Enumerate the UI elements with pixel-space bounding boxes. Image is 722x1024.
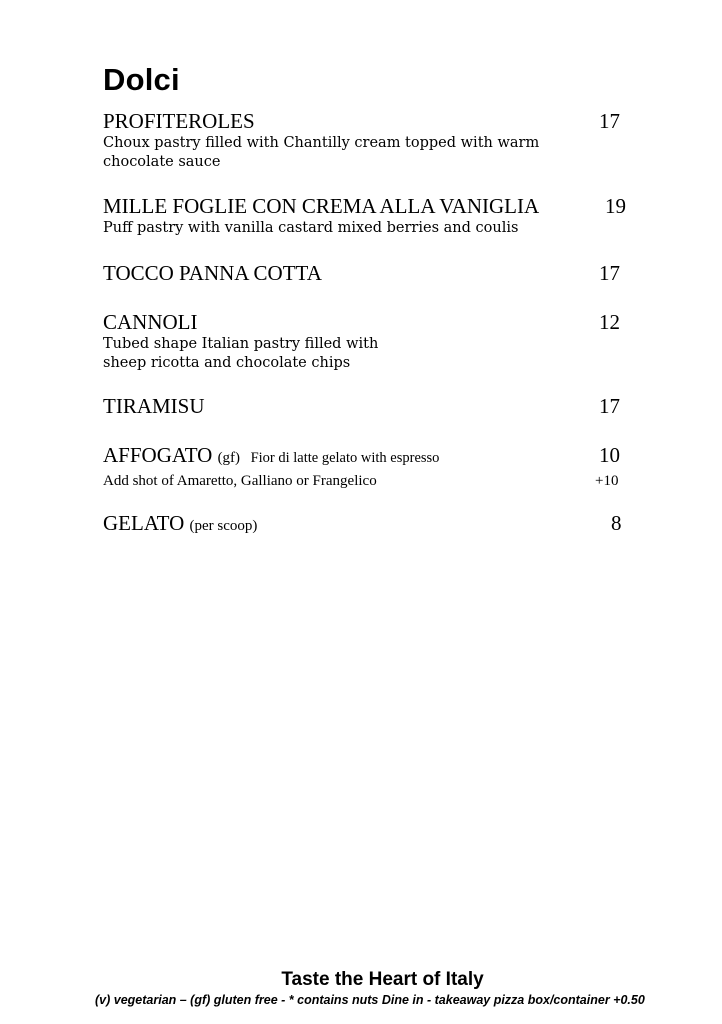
item-addon-text: Add shot of Amaretto, Galliano or Frangelico [103,473,377,489]
item-price: 12 [599,310,620,334]
menu-item-tiramisu [103,393,633,419]
menu-item-cannoli [103,309,633,372]
item-description-line: chocolate sauce [103,153,221,170]
item-name: MILLE FOGLIE CON CREMA ALLA VANIGLIA [103,194,540,218]
menu-item-mille-foglie [103,193,633,238]
item-price: 17 [599,261,620,285]
item-addon [103,471,633,491]
item-price: 17 [599,109,620,133]
item-name-line [103,442,633,471]
item-price: 10 [599,443,620,467]
item-price: 8 [611,511,622,535]
footer-note: (v) vegetarian – (gf) gluten free - * contains nuts Dine in - takeaway pizza box/container +0.50 [95,993,645,1007]
item-name: PROFITEROLES [103,109,255,133]
menu-title: Dolci [103,62,180,97]
menu-item-affogato [103,442,633,491]
item-inline-description: Fior di latte gelato with espresso [250,450,440,466]
footer-tagline: Taste the Heart of Italy [281,969,484,990]
item-name: AFFOGATO [103,443,213,467]
item-name: TIRAMISU [103,394,205,418]
item-name: CANNOLI [103,310,198,334]
item-description-line: sheep ricotta and chocolate chips [103,354,351,371]
item-name: GELATO [103,511,185,535]
item-name: TOCCO PANNA COTTA [103,261,322,285]
item-description-line: Choux pastry filled with Chantilly cream topped with warm [103,135,540,151]
item-note: (gf) [217,450,241,466]
item-price: 19 [605,194,626,218]
item-name-line [103,510,633,539]
item-note: (per scoop) [189,518,258,534]
item-addon-price: +10 [595,473,619,489]
item-price: 17 [599,394,620,418]
item-description-line: Puff pastry with vanilla castard mixed berries and coulis [103,220,519,236]
menu-item-panna-cotta [103,260,633,286]
menu-item-profiteroles [103,108,633,171]
menu-item-gelato [103,510,633,539]
item-description-line: Tubed shape Italian pastry filled with [103,336,379,352]
